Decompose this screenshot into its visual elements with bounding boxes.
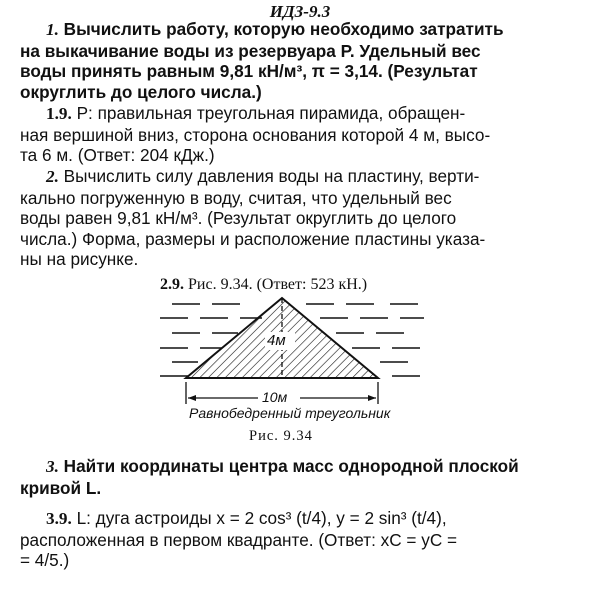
task-2-line-5: ны на рисунке. [20, 249, 139, 269]
page-title: ИДЗ-9.3 [269, 2, 331, 21]
task-1-9-line-2: ная вершиной вниз, сторона основания которой 4 м, высо- [20, 124, 491, 145]
task-3-9-line-2: расположенная в первом квадранте. (Ответ: xC = yC = [20, 529, 458, 550]
task-2-line-3: воды равен 9,81 кН/м³. (Результат округлить до целого [20, 208, 457, 228]
task-1-line-2: на выкачивание воды из резервуара P. Удельный вес [20, 40, 481, 61]
task-3-number: 3. [46, 457, 59, 476]
task-1-line-3: воды принять равным 9,81 кН/м³, π = 3,14. (Результат [20, 61, 478, 81]
task-3-line-1: Найти координаты центра масс однородной плоской [63, 456, 519, 476]
task-2-number: 2. [46, 167, 59, 186]
task-1-number: 1. [46, 20, 59, 39]
task-1-line-1: Вычислить работу, которую необходимо затратить [63, 19, 504, 39]
base-label: 10м [262, 389, 288, 405]
shape-label: Равнобедренный треугольник [189, 405, 391, 421]
task-1-9-number: 1.9. [46, 104, 72, 123]
task-3-line-2: кривой L. [20, 477, 102, 498]
figure-caption: Рис. 9.34 [249, 428, 313, 444]
task-1-9-line-3: та 6 м. (Ответ: 204 кДж.) [20, 145, 215, 165]
task-1-line-4: округлить до целого числа.) [20, 81, 262, 102]
height-label: 4м [267, 332, 286, 349]
task-3 [20, 456, 588, 498]
task-2-line-4: числа.) Форма, размеры и расположение пластины указа- [20, 228, 486, 249]
task-2-line-1: Вычислить силу давления воды на пластину, верти- [63, 166, 480, 186]
task-3-9-number: 3.9. [46, 509, 72, 528]
task-2-line-2: кально погруженную в воду, считая, что удельный вес [20, 187, 452, 208]
task-2-9-number: 2.9. [160, 276, 184, 293]
task-3-9-line-3: = 4/5.) [20, 550, 70, 570]
task-2-9-text: Рис. 9.34. (Ответ: 523 кН.) [188, 276, 368, 293]
task-1-9-line-1: P: правильная треугольная пирамида, обращен- [76, 103, 466, 123]
task-3-9 [20, 508, 588, 571]
task-3-9-line-1: L: дуга астроиды x = 2 cos³ (t/4), y = 2 sin³ (t/4), [76, 508, 447, 528]
